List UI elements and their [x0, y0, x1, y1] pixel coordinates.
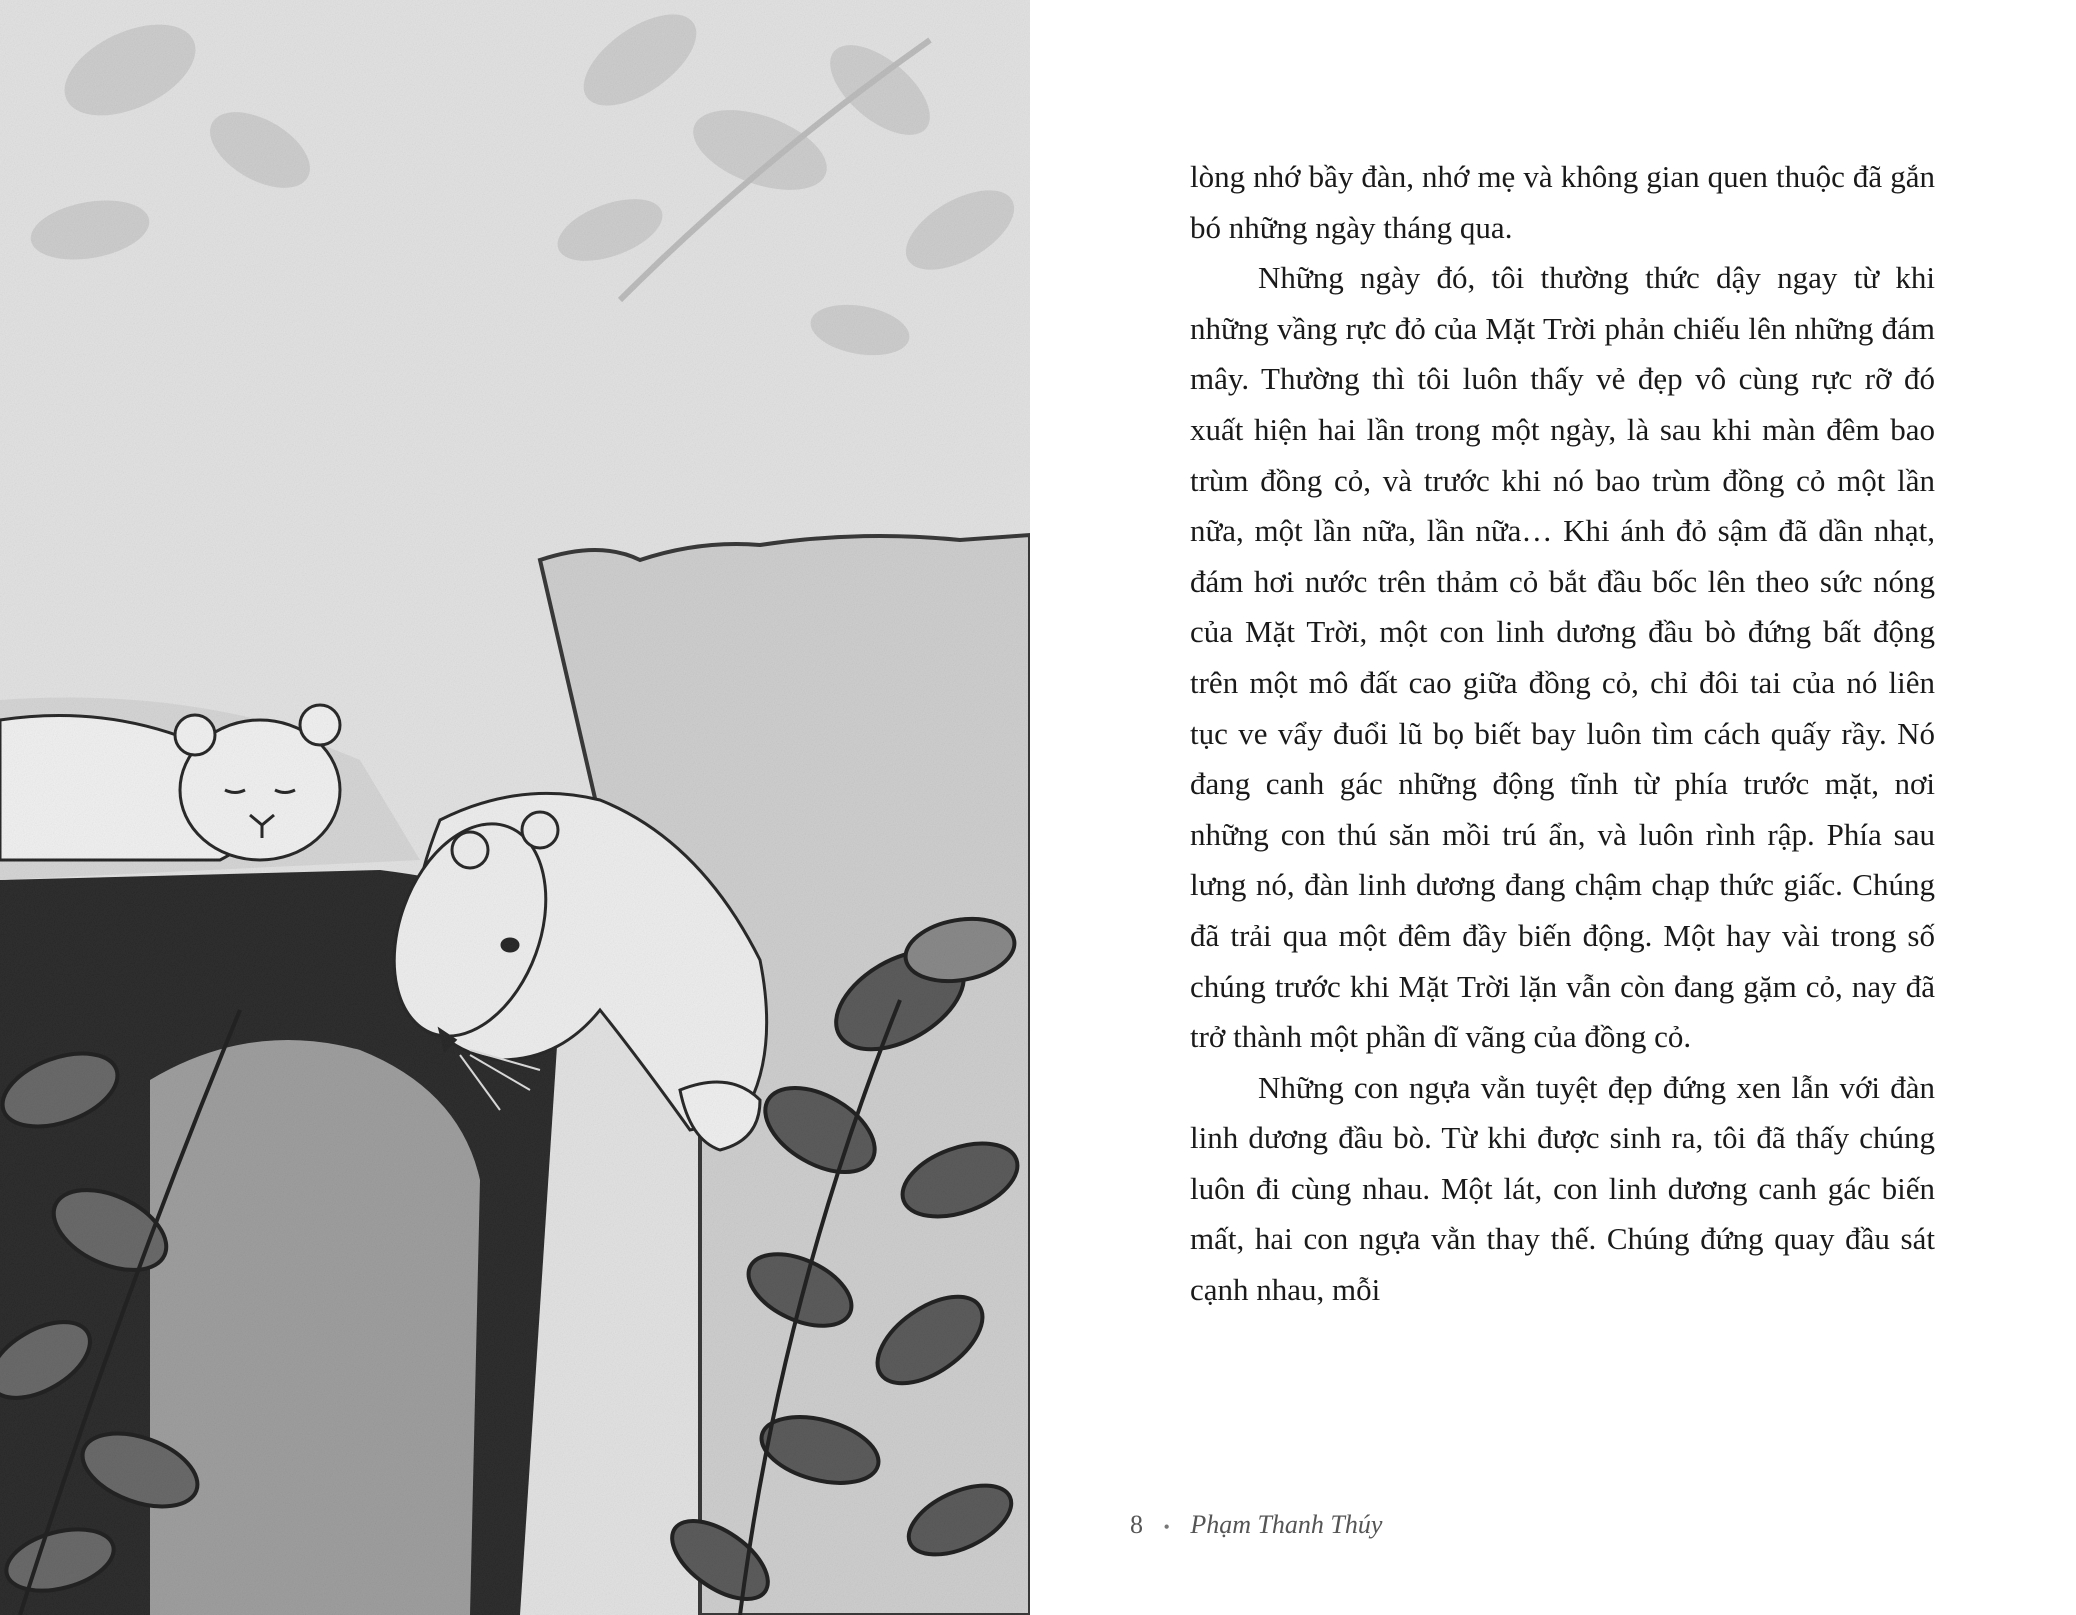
body-text — [1190, 152, 1935, 1316]
lion-cubs-illustration-icon — [0, 0, 1030, 1615]
page-number: 8 — [1130, 1510, 1143, 1539]
page-footer — [1130, 1510, 1382, 1540]
paragraph-2: Những ngày đó, tôi thường thức dậy ngay từ khi những vầng rực đỏ của Mặt Trời phản chiếu lên những đám mây. Thường thì tôi luôn thấy vẻ đẹp vô cùng rực rỡ đó xuất hiện hai lần trong một ngày, là sau khi màn đêm bao trùm đồng cỏ, và trước khi nó bao trùm đồng cỏ một lần nữa, một lần nữa, lần nữa… Khi ánh đỏ sậm đã dần nhạt, đám hơi nước trên thảm cỏ bắt đầu bốc lên theo sức nóng của Mặt Trời, một con linh dương đầu bò đứng bất động trên một mô đất cao giữa đồng cỏ, chỉ đôi tai của nó liên tục ve vẩy đuổi lũ bọ biết bay luôn tìm cách quấy rầy. Nó đang canh gác những động tĩnh từ phía trước mặt, nơi những con thú săn mồi trú ẩn, và luôn rình rập. Phía sau lưng nó, đàn linh dương đang chậm chạp thức giấc. Chúng đã trải qua một đêm đầy biến động. Một hay vài trong số chúng trước khi Mặt Trời lặn vẫn còn đang gặm cỏ, nay đã trở thành một phần dĩ vãng của đồng cỏ. — [1190, 260, 1935, 1055]
author-name: Phạm Thanh Thúy — [1190, 1510, 1383, 1539]
text-page — [1030, 0, 2076, 1615]
footer-separator: • — [1163, 1516, 1170, 1537]
paragraph-3: Những con ngựa vằn tuyệt đẹp đứng xen lẫn với đàn linh dương đầu bò. Từ khi được sinh ra, tôi đã thấy chúng luôn đi cùng nhau. Một lát, con linh dương canh gác biến mất, hai con ngựa vằn thay thế. Chúng đứng quay đầu sát cạnh nhau, mỗi — [1190, 1069, 1935, 1308]
illustration-panel — [0, 0, 1030, 1615]
paragraph-1: lòng nhớ bầy đàn, nhớ mẹ và không gian quen thuộc đã gắn bó những ngày tháng qua. — [1190, 159, 1935, 245]
